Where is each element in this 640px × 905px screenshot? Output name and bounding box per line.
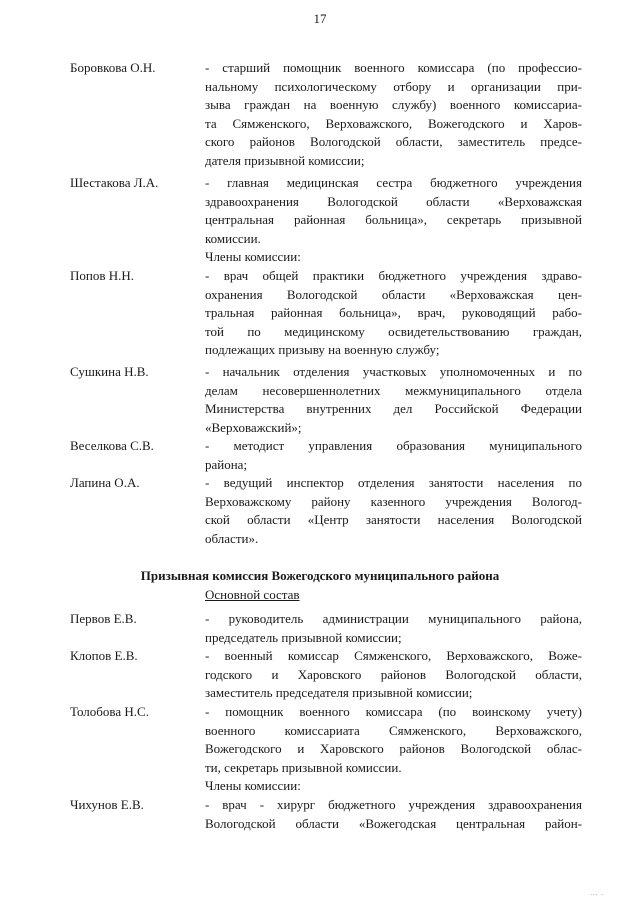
- text-line: ского районов Вологодской области, заместитель предсе-: [205, 134, 582, 149]
- text-line: ти, секретарь призывной комиссии.: [205, 759, 402, 775]
- person-name: Боровкова О.Н.: [70, 60, 156, 75]
- person-role: [205, 59, 582, 170]
- person-name: Чихунов Е.В.: [70, 797, 144, 812]
- text-line: охранения Вологодской области «Верховажская цен-: [205, 286, 582, 302]
- text-line: председатель призывной комиссии;: [205, 629, 402, 645]
- person-role: [205, 437, 582, 474]
- text-line: «Верховажский»;: [205, 419, 302, 435]
- text-line: - врач общей практики бюджетного учреждения здраво-: [205, 268, 582, 283]
- person-name: Толобова Н.С.: [70, 704, 149, 719]
- text-line: - методист управления образования муниципального: [205, 438, 582, 453]
- scan-artifact-mark: ∙∙∙ ∙: [590, 891, 604, 899]
- text-line: дателя призывной комиссии;: [205, 152, 365, 168]
- text-line: делам несовершеннолетних межмуниципального отдела: [205, 382, 582, 398]
- person-role: [205, 174, 582, 248]
- text-line: та Сямженского, Верховажского, Вожегодского и Харов-: [205, 115, 582, 131]
- text-line: военного комиссариата Сямженского, Верховажского,: [205, 722, 582, 738]
- text-line: тральная районная больница», врач, руководящий рабо-: [205, 305, 582, 320]
- text-line: - врач - хирург бюджетного учреждения здравоохранения: [205, 797, 582, 812]
- person-name: Шестакова Л.А.: [70, 175, 159, 190]
- members-label: Члены комиссии:: [205, 778, 301, 793]
- section-subtitle: Основной состав: [205, 587, 300, 602]
- text-line: - начальник отделения участковых уполномоченных и по: [205, 364, 582, 379]
- text-line: нальному психологическому отбору и организации при-: [205, 78, 582, 94]
- person-name: Лапина О.А.: [70, 475, 140, 490]
- person-role: [205, 796, 582, 833]
- text-line: - старший помощник военного комиссара (по профессио-: [205, 60, 582, 75]
- text-line: той по медицинскому освидетельствованию граждан,: [205, 323, 582, 339]
- members-label: Члены комиссии:: [205, 249, 301, 264]
- person-name: Первов Е.В.: [70, 611, 137, 626]
- person-name: Сушкина Н.В.: [70, 364, 149, 379]
- text-line: заместитель председателя призывной комиссии;: [205, 685, 473, 700]
- text-line: - руководитель администрации муниципального района,: [205, 611, 582, 626]
- text-line: комиссии.: [205, 230, 261, 246]
- page-number: 17: [313, 11, 327, 26]
- text-line: - помощник военного комиссара (по воинскому учету): [205, 704, 582, 719]
- text-line: области».: [205, 530, 259, 546]
- text-line: центральная районная больница», секретарь призывной: [205, 212, 582, 227]
- text-line: - главная медицинская сестра бюджетного учреждения: [205, 175, 582, 190]
- text-line: - военный комиссар Сямженского, Верховажского, Воже-: [205, 648, 582, 663]
- person-role: [205, 474, 582, 548]
- person-role: [205, 647, 582, 703]
- person-name: Попов Н.Н.: [70, 268, 135, 283]
- text-line: Верховажскому району казенного учреждения Вологод-: [205, 493, 582, 509]
- text-line: здравоохранения Вологодской области «Верховажская: [205, 193, 582, 209]
- text-line: - ведущий инспектор отделения занятости населения по: [205, 475, 582, 490]
- text-line: района;: [205, 456, 248, 472]
- text-line: зыва граждан на военную службу) военного комиссариа-: [205, 97, 582, 112]
- text-line: подлежащих призыву на военную службу;: [205, 342, 440, 357]
- text-line: Министерства внутренних дел Российской Федерации: [205, 401, 582, 416]
- person-name: Веселкова С.В.: [70, 438, 154, 453]
- text-line: Вологодской области «Вожегодская центральная район-: [205, 815, 582, 831]
- person-role: [205, 267, 582, 360]
- section-title: Призывная комиссия Вожегодского муниципального района: [140, 568, 500, 583]
- person-name: Клопов Е.В.: [70, 648, 138, 663]
- text-line: Вожегодского и Харовского районов Вологодской облас-: [205, 741, 582, 756]
- text-line: ской области «Центр занятости населения Вологодской: [205, 512, 582, 527]
- text-line: годского и Харовского районов Вологодской области,: [205, 666, 582, 682]
- person-role: [205, 363, 582, 437]
- person-role: [205, 610, 582, 647]
- person-role: [205, 703, 582, 777]
